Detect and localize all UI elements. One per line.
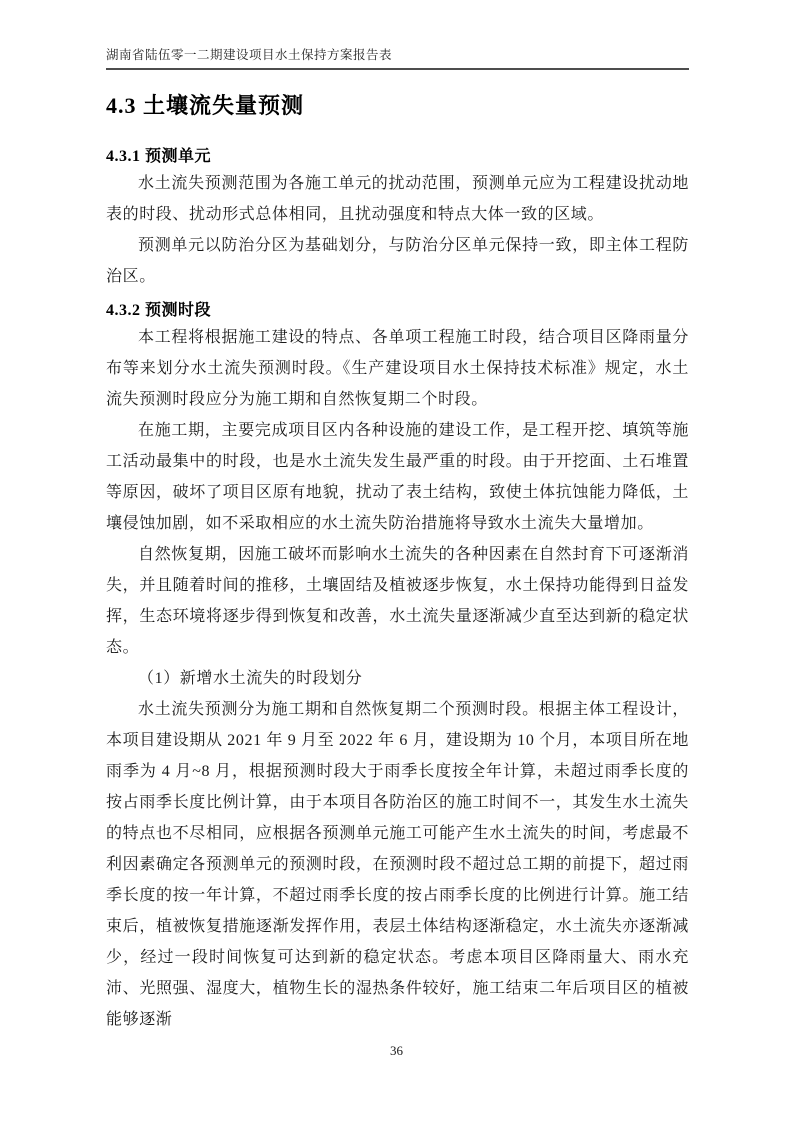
paragraph: 预测单元以防治分区为基础划分，与防治分区单元保持一致，即主体工程防治区。 (106, 237, 689, 285)
paragraph: 水土流失预测分为施工期和自然恢复期二个预测时段。根据主体工程设计，本项目建设期从 2021 年 9 月至 2022 年 6 月，建设期为 10 个月，本项目所在地雨季为 4 月~8 月，根据预测时段大于雨季长度按全年计算，未超过雨季长度的按占雨季长度比例计算，由于本项目各防治区的施工时间不一，其发生水土流失的特点也不尽相同，应根据各预测单元施工可能产生水土流失的时间，考虑最不利因素确定各预测单元的预测时段，在预测时段不超过总工期的前提下，超过雨季长度的按一年计算，不超过雨季长度的按占雨季长度的比例进行计算。施工结束后，植被恢复措施逐渐发挥作用，表层土体结构逐渐稳定，水土流失亦逐渐减少，经过一段时间恢复可达到新的稳定状态。考虑本项目区降雨量大、雨水充沛、光照强、湿度大，植物生长的湿热条件较好，施工结束二年后项目区的植被能够逐渐 (106, 701, 689, 1028)
paragraph: 在施工期，主要完成项目区内各种设施的建设工作，是工程开挖、填筑等施工活动最集中的时段，也是水土流失发生最严重的时段。由于开挖面、土石堆置等原因，破坏了项目区原有地貌，扰动了表土结构，致使土体抗蚀能力降低，土壤侵蚀加剧，如不采取相应的水土流失防治措施将导致水土流失大量增加。 (106, 422, 689, 532)
section-heading-4-3-2: 4.3.2 预测时段 (106, 302, 212, 319)
running-header: 湖南省陆伍零一二期建设项目水土保持方案报告表 (106, 48, 393, 62)
list-item-heading: （1）新增水土流失的时段划分 (138, 670, 363, 687)
paragraph: 水土流失预测范围为各施工单元的扰动范围，预测单元应为工程建设扰动地表的时段、扰动形式总体相同，且扰动强度和特点大体一致的区域。 (106, 175, 689, 223)
section-heading-4-3-1: 4.3.1 预测单元 (106, 148, 212, 165)
page-number: 36 (390, 1043, 403, 1058)
document-title: 4.3 土壤流失量预测 (106, 93, 305, 118)
paragraph: 自然恢复期，因施工破坏而影响水土流失的各种因素在自然封育下可逐渐消失，并且随着时间的推移，土壤固结及植被逐步恢复，水土保持功能得到日益发挥，生态环境将逐步得到恢复和改善，水土流失量逐渐减少直至达到新的稳定状态。 (106, 546, 689, 656)
page-header (106, 45, 689, 70)
paragraph: 本工程将根据施工建设的特点、各单项工程施工时段，结合项目区降雨量分布等来划分水土流失预测时段。《生产建设项目水土保持技术标准》规定，水土流失预测时段应分为施工期和自然恢复期二个时段。 (106, 329, 689, 408)
page-footer (0, 1042, 793, 1060)
document-body (106, 69, 689, 1035)
